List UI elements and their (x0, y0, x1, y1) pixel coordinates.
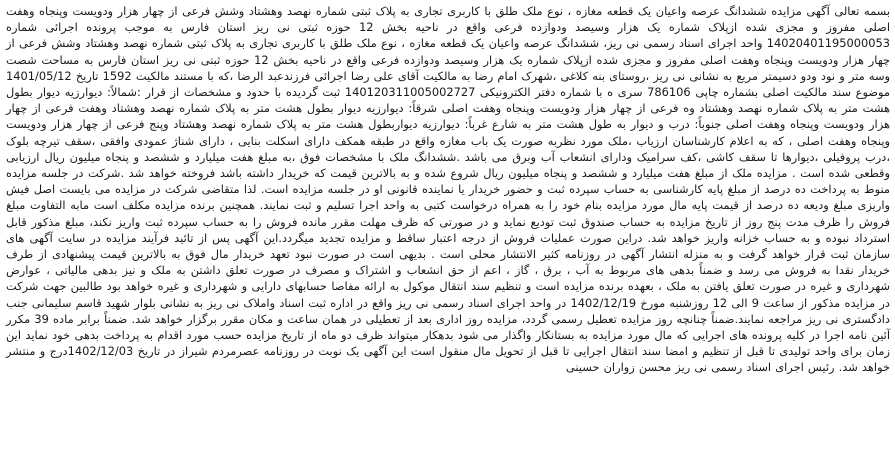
auction-notice-text: بسمه تعالی آگهی مزایده ششدانگ عرصه واعیان یک قطعه مغازه ، نوع ملک طلق با کاربری تجاری به پلاک ثبتی شماره نهصد وهشتاد وشش فرعی از چهار هزار ودویست وپنجاه وهفت اصلی مفروز و مجزی شده ازپلاک شماره یک هزار وسیصد ودوازده فرعی واقع در ناحیه بخش 12 حوزه ثبتی نی ریز استان فارس به موجب پرونده اجرائی شماره 14020401195000053 واحد اجرای اسناد رسمی نی ریز، ششدانگ عرصه واعیان یک قطعه مغازه ، نوع ملک طلق با کاربری تجاری به پلاک ثبتی شماره نهصد وهشتاد وشش فرعی از چهار هزار ودویست وپنجاه وهفت اصلی مفروز و مجزی شده ازپلاک شماره یک هزار وسیصد ودوازده فرعی واقع در ناحیه بخش 12 حوزه ثبتی نی ریز استان فارس به مساحت شصت وسه متر و نود ودو دسیمتر مربع به نشانی نی ریز ،روستای بنه کلاغی ،شهرک امام رضا به مالکیت آقای علی رضا اجرائی فرزندعبد الرضا ،که با مستند مالکیت 1592 تاریخ 1401/05/12 موضوع سند مالکیت اصلی بشماره چاپی 786106 سری ه با شماره دفتر الکترونیکی 140120311005002727 ثبت گردیده با حدود و مشخصات از قرار :شمالاً: دیوارزیه دیوار بطول هشت متر به پلاک شماره نهصد وهشتاد وه فرعی از چهار هزار ودویست وپنجاه وهفت اصلی شرقاً: دیوارزیه دیوار بطول هشت متر به پلاک شماره نهصد وهشتاد وهفت فرعی از چهار هزار ودویست وپنجاه وهفت اصلی جنوباً: درب و دیوار به طول هشت متر به شارع غرباً: دیوارزیه دیواربطول هشت متر به پلاک شماره نهصد وهشتاد وپنج فرعی از چهار هزار ودویست وپنجاه وهفت اصلی ، که به اعلام کارشناسان ارزیاب ،ملک مورد نظربه صورت یک باب مغازه واقع در طبقه همکف دارای اسکلت بنایی ، دارای شناژ عمودی وافقی ،سقف تیرچه بلوک ،درب پروفیلی ،دیوارها تا سقف کاشی ،کف سرامیک ودارای انشعاب آب وبرق می باشد .ششدانگ ملک با مشخصات فوق ،به مبلغ هفت میلیارد و ششصد و پنجاه میلیون ریال ارزیابی وقطعی شده است . مزایده ملک از مبلغ هفت میلیارد و ششصد و پنجاه میلیون ریال شروع شده و به بالاترین قیمت که خریدار داشته باشد فروخته خواهد شد .شرکت در جلسه مزایده منوط به پرداخت ده درصد از مبلغ پایه کارشناسی به حساب سپرده ثبت و حضور خریدار یا نماینده قانونی او در جلسه مزایده است. لذا متقاضی شرکت در مزایده می بایست اصل فیش واریزی مبلغ ودیعه ده درصد از قیمت پایه مال مورد مزایده بنام خود را به همراه درخواست کتبی به واحد اجرا تسلیم و ثبت نمایند. همچنین برنده مزایده مکلف است مابه التفاوت مبلغ فروش را ظرف مدت پنج روز از تاریخ مزایده به حساب صندوق ثبت تودیع نماید و در صورتی که ظرف مهلت مقرر مانده فروش را به حساب سپرده ثبت واریز نکند، مبلغ مذکور قابل استرداد نبوده و به حساب خزانه واریز خواهد شد. دراین صورت عملیات فروش از درجه اعتبار ساقط و مزایده تجدید میگردد.این آگهی پس از تائید فرآیند مزایده در سایت آگهی های سازمان ثبت قرار خواهد گرفت و به منزله انتشار آگهی در روزنامه کثیر الانتشار محلی است . بدیهی است در صورت نبود تعهد خریدار مال فوق به بالاترین قیمت پیشنهادی از طرف خریدار نقدا به فروش می رسد و ضمناً بدهی های مربوط به آب ، برق ، گاز ، اعم از حق انشعاب و اشتراک و مصرف در صورت تعلق داشتن به ملک و نیز بدهی مالیاتی ، عوارض شهرداری و غیره در صورت تعلق یافتن به ملک ، بعهده برنده مزایده است و تنظیم سند انتقال موکول به ارائه مفاصا حسابهای دارایی و شهرداری و غیره خواهد بود طالبین جهت شرکت در مزایده مذکور از ساعت 9 الی 12 روزشنبه مورخ 1402/12/19 در واحد اجرای اسناد رسمی نی ریز واقع در اداره ثبت اسناد واملاک نی ریز به نشانی بلوار شهید قاسم سلیمانی جنب دادگستری نی ریز مراجعه نمایند.ضمناً چنانچه روز مزایده تعطیل رسمی گردد، مزایده روز اداری بعد از تعطیلی در همان ساعت و مکان مقرر برگزار خواهد شد. ضمناً برابر ماده 39 مکرر آئین نامه اجرا در کلیه پرونده های اجرایی که مال مورد مزایده به بستانکار واگذار می شود بدهکار میتواند ظرف دو ماه از تاریخ مزایده حسب مورد اقدام به پرداخت بدهی خود نماید این زمان برای واحد تولیدی تا قبل از تنظیم و امضا سند انتقال اجرایی تا قبل از تحویل مال منقول است این آگهی یک نوبت در روزنامه عصرمردم شیراز در تاریخ 1402/12/03درج و منتشر خواهد شد. رئیس اجرای اسناد رسمی نی ریز محسن زواران حسینی (6, 4, 891, 375)
